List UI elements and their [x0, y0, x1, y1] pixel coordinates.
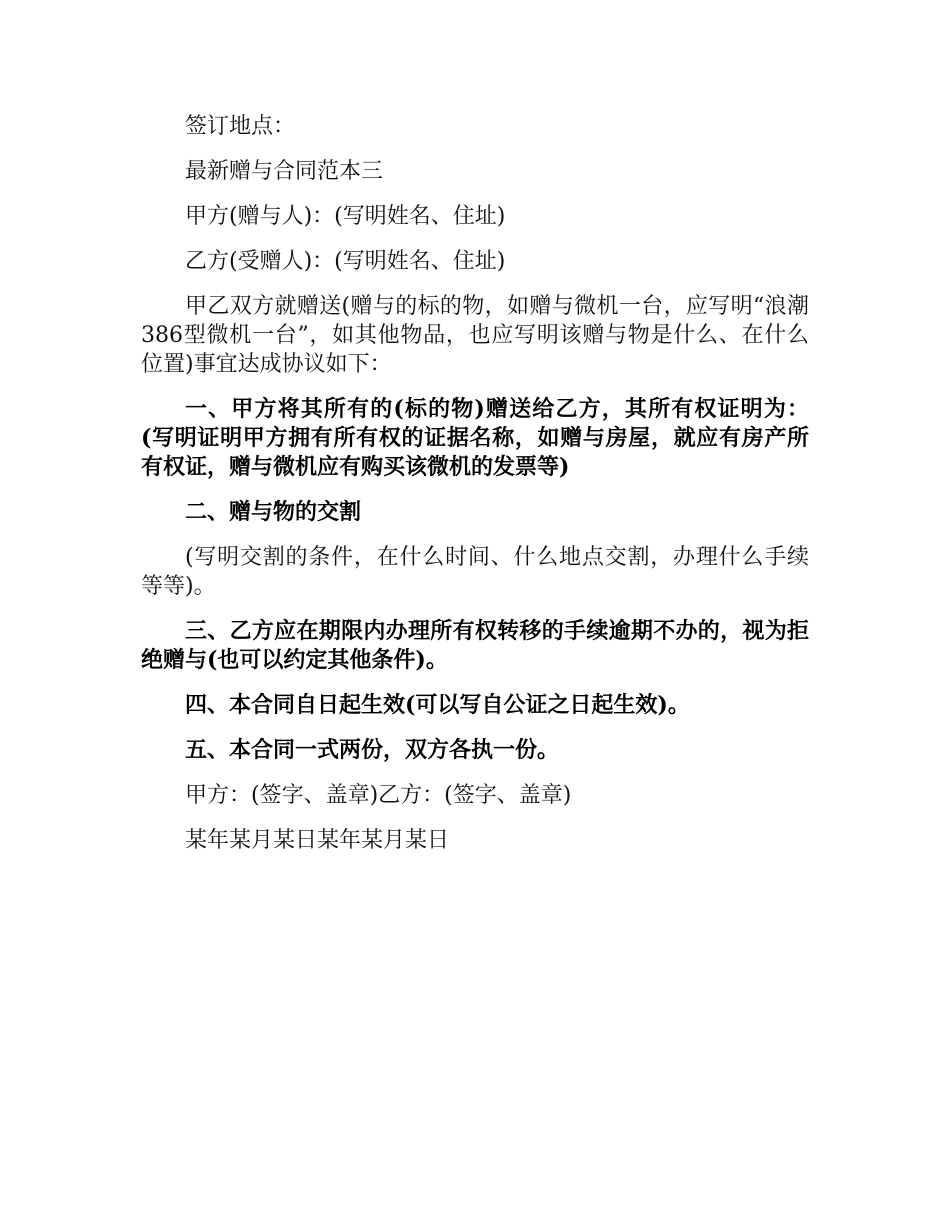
clause-3: 三、乙方应在期限内办理所有权转移的手续逾期不办的，视为拒绝赠与(也可以约定其他条件)。 [141, 618, 809, 673]
clause-5: 五、本合同一式两份，双方各执一份。 [185, 737, 560, 763]
signature-line: 甲方：(签字、盖章)乙方：(签字、盖章) [185, 783, 572, 808]
document-body [141, 112, 809, 871]
date-line: 某年某月某日某年某月某日 [185, 828, 450, 853]
clause-2-body: (写明交割的条件，在什么时间、什么地点交割，办理什么手续等等)。 [141, 545, 809, 599]
clause-1: 一、甲方将其所有的(标的物)赠送给乙方，其所有权证明为：(写明证明甲方拥有所有权的证据名称，如赠与房屋，就应有房产所有权证，赠与微机应有购买该微机的发票等) [141, 396, 809, 480]
clause-4: 四、本合同自日起生效(可以写自公证之日起生效)。 [185, 692, 690, 718]
contract-title: 最新赠与合同范本三 [185, 159, 384, 184]
clause-2-heading: 二、赠与物的交割 [185, 499, 362, 525]
party-b-line: 乙方(受赠人)：(写明姓名、住址) [185, 249, 506, 274]
agreement-intro: 甲乙双方就赠送(赠与的标的物，如赠与微机一台，应写明“浪潮386型微机一台”，如其他物品，也应写明该赠与物是什么、在什么位置)事宜达成协议如下： [141, 294, 809, 377]
signing-location: 签订地点： [185, 114, 296, 139]
party-a-line: 甲方(赠与人)：(写明姓名、住址) [185, 204, 506, 229]
